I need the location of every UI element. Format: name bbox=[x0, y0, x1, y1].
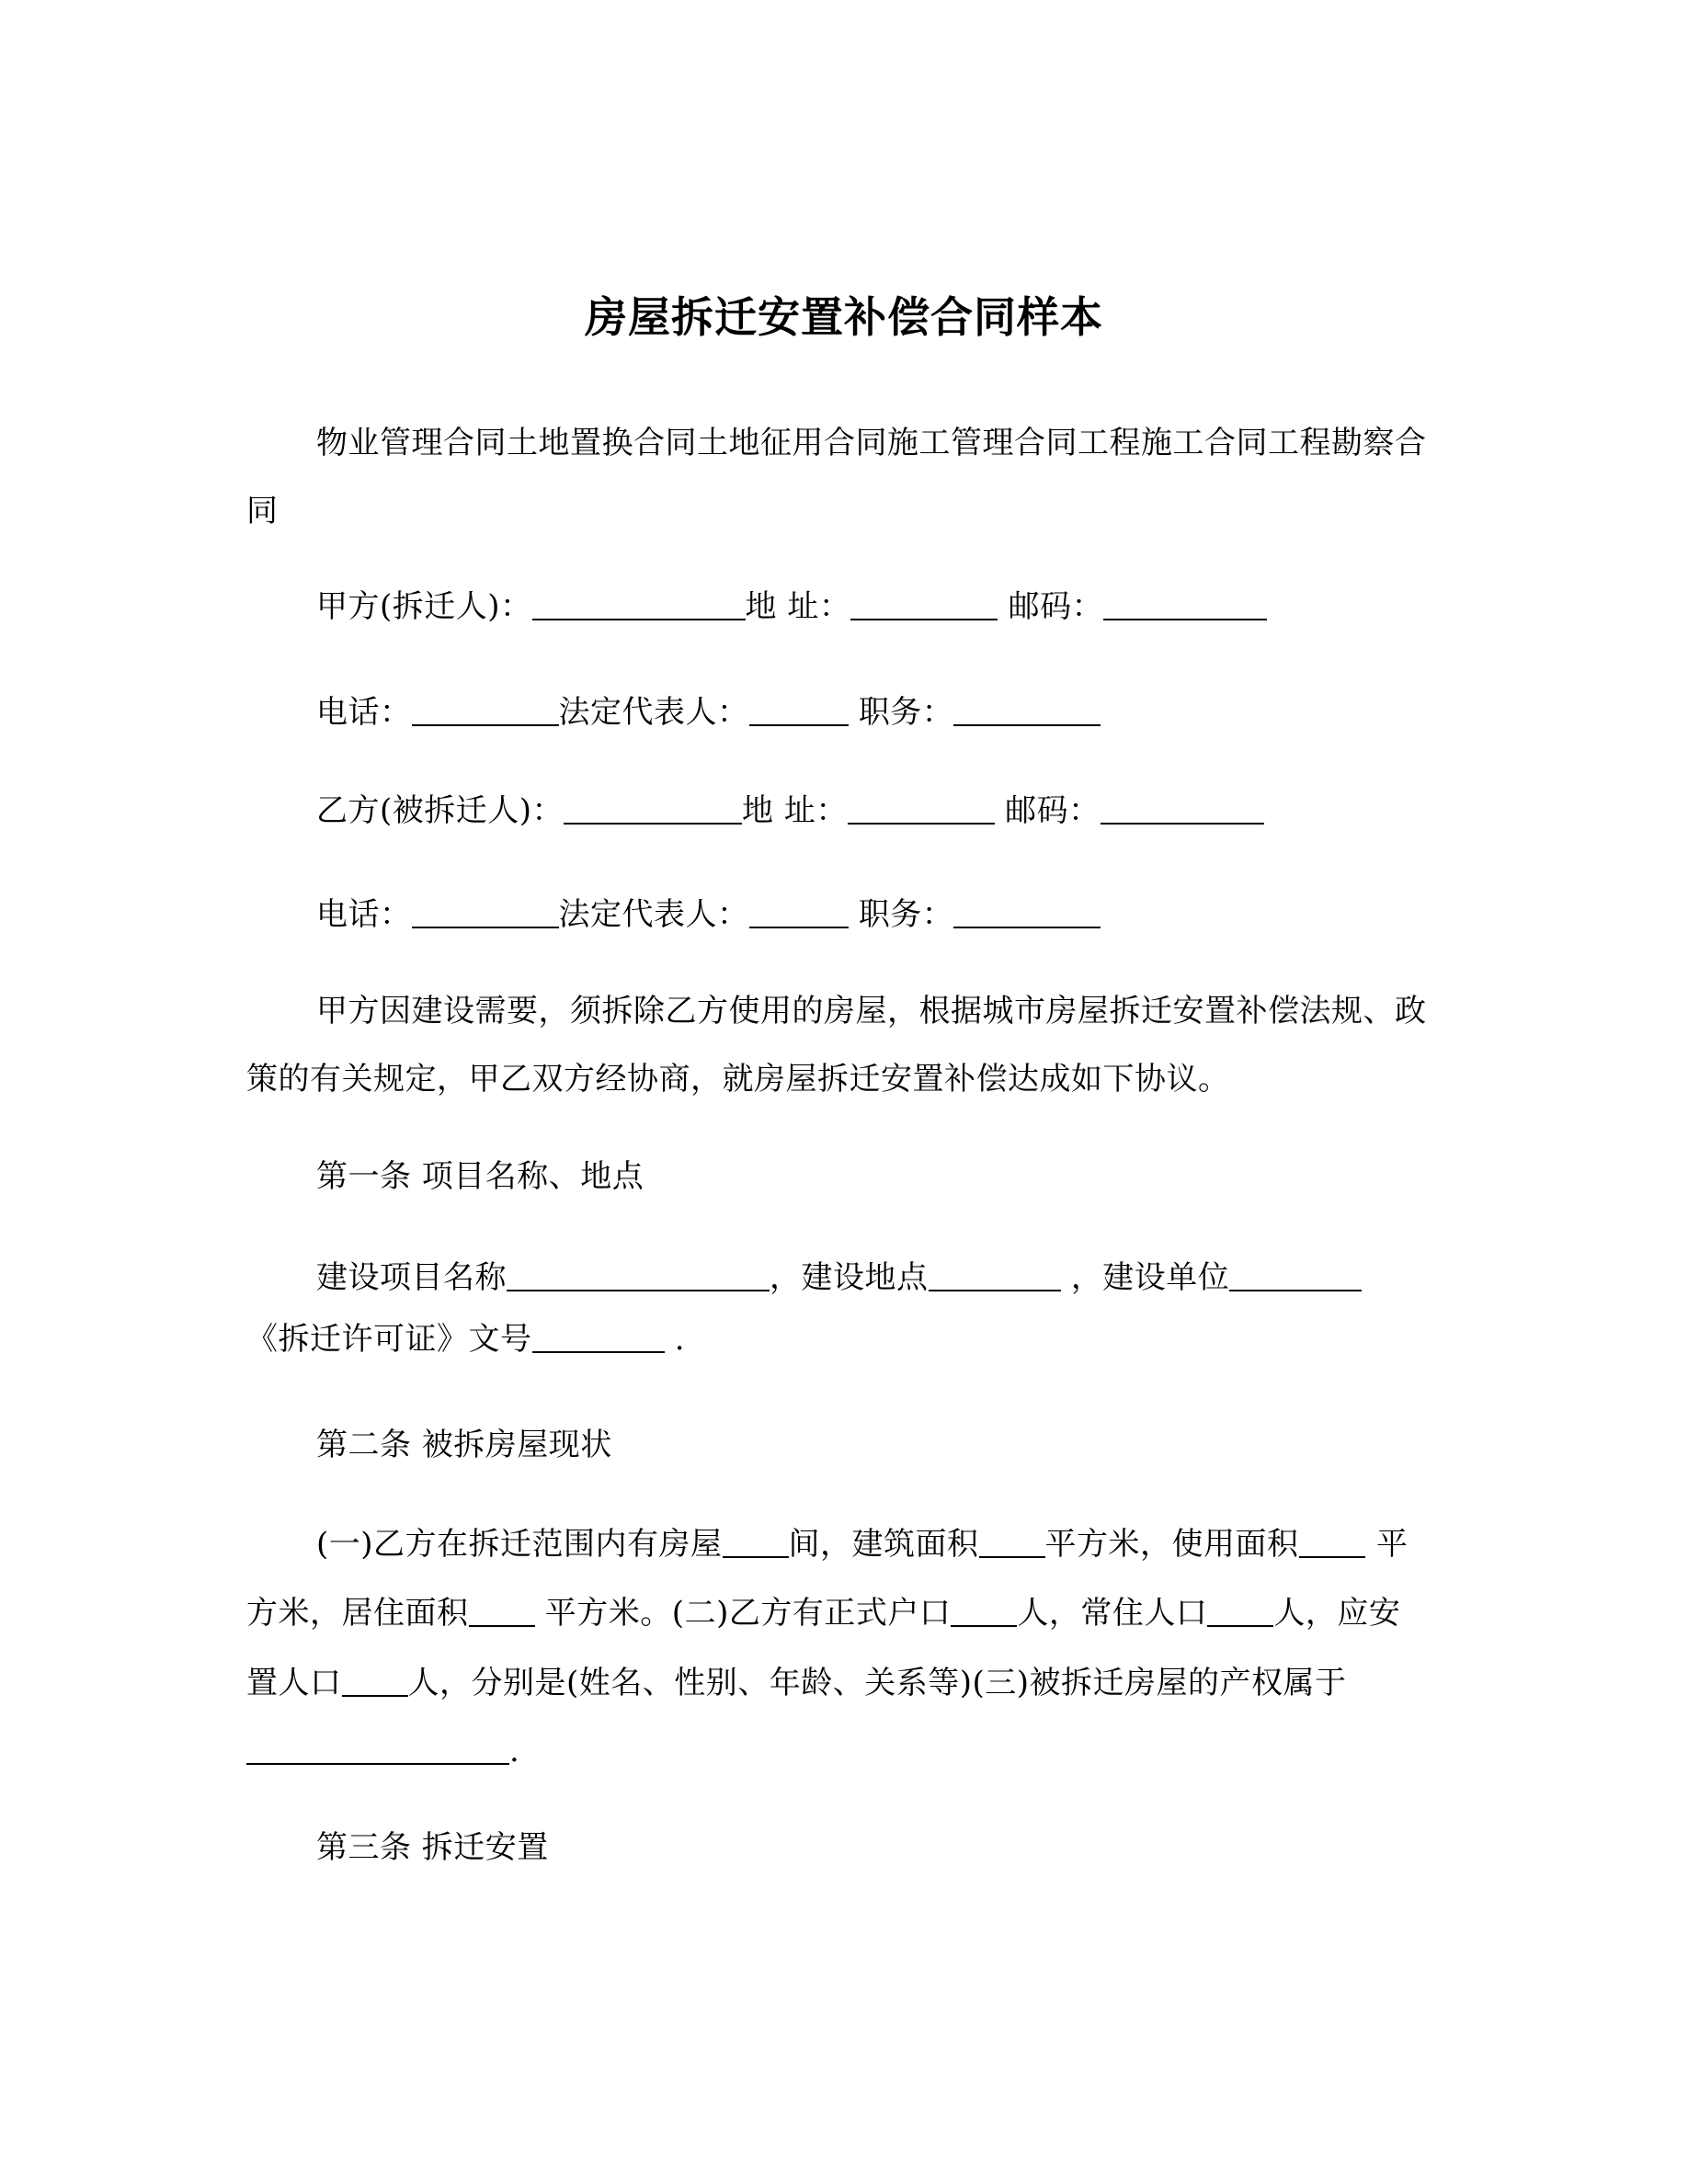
property-owner-blank bbox=[246, 1732, 509, 1765]
rooms-blank bbox=[723, 1525, 789, 1558]
party-b-address-blank bbox=[848, 791, 995, 825]
party-b-postcode-blank bbox=[1101, 791, 1264, 825]
party-a-postcode-blank bbox=[1103, 587, 1267, 620]
party-b-rep-label: 法定代表人： bbox=[558, 896, 749, 933]
document-title: 房屋拆迁安置补偿合同样本 bbox=[585, 292, 1103, 342]
project-site-label: ，建设地点 bbox=[770, 1259, 929, 1296]
party-b-address-label: 地 址： bbox=[742, 792, 848, 829]
party-b-phone-blank bbox=[412, 895, 559, 928]
article-2-text-1: (一)乙方在拆迁范围内有房屋 bbox=[316, 1526, 723, 1563]
party-a-line bbox=[316, 584, 1267, 630]
living-area-blank bbox=[469, 1594, 535, 1627]
related-contracts-links[interactable]: 物业管理合同土地置换合同土地征用合同施工管理合同工程施工合同工程勘察合同 bbox=[246, 425, 1427, 529]
party-a-label: 甲方(拆迁人)： bbox=[316, 588, 532, 625]
party-a-phone-blank bbox=[412, 693, 559, 726]
party-b-position-label: 职务： bbox=[858, 896, 954, 933]
registered-residents-blank bbox=[951, 1594, 1017, 1627]
article-2-line-1 bbox=[316, 1521, 1365, 1567]
article-2-text-6: 人，常住人口 bbox=[1017, 1595, 1208, 1632]
permit-label: 《拆迁许可证》文号 bbox=[246, 1321, 532, 1358]
party-a-position-label: 职务： bbox=[858, 694, 954, 731]
party-b-contact-line bbox=[316, 892, 1101, 938]
article-2-line-2: 方米，居住面积 平方米。(二)乙方有正式户口 人，常住人口 人，应安 bbox=[246, 1595, 1401, 1632]
party-b-postcode-label: 邮码： bbox=[1005, 792, 1101, 829]
permit-end: . bbox=[664, 1321, 686, 1358]
party-a-address-label: 地 址： bbox=[745, 588, 851, 625]
article-1-permit-line bbox=[246, 1316, 685, 1362]
party-a-address-blank bbox=[850, 587, 998, 620]
building-area-blank bbox=[979, 1525, 1045, 1558]
permit-number-blank bbox=[532, 1320, 665, 1353]
article-3-heading: 第三条 拆迁安置 bbox=[316, 1829, 549, 1866]
party-a-rep-label: 法定代表人： bbox=[558, 694, 749, 731]
article-2-line-1-end: 平 bbox=[1376, 1526, 1409, 1563]
usable-area-blank bbox=[1299, 1525, 1365, 1558]
article-2-text-9: . bbox=[509, 1733, 520, 1769]
party-a-position-blank bbox=[953, 693, 1101, 726]
project-name-blank bbox=[507, 1258, 770, 1291]
party-b-line bbox=[316, 788, 1264, 834]
party-a-rep-blank bbox=[749, 693, 849, 726]
project-name-label: 建设项目名称 bbox=[316, 1259, 507, 1296]
party-a-phone-label: 电话： bbox=[316, 694, 412, 731]
party-b-rep-blank bbox=[749, 895, 849, 928]
party-b-name-blank bbox=[564, 791, 742, 825]
article-2-text-3: 平方米，使用面积 bbox=[1044, 1526, 1299, 1563]
article-2-line-4 bbox=[246, 1728, 519, 1774]
permanent-residents-blank bbox=[1207, 1594, 1273, 1627]
article-2-line-3: 置人口 人，分别是(姓名、性别、年龄、关系等)(三)被拆迁房屋的产权属于 bbox=[246, 1665, 1347, 1701]
project-unit-label: ，建设单位 bbox=[1070, 1259, 1230, 1296]
article-1-heading: 第一条 项目名称、地点 bbox=[316, 1158, 644, 1195]
project-unit-blank bbox=[1229, 1258, 1362, 1291]
article-2-text-2: 间，建筑面积 bbox=[788, 1526, 979, 1563]
party-a-name-blank bbox=[532, 587, 746, 620]
article-2-heading: 第二条 被拆房屋现状 bbox=[316, 1427, 612, 1463]
resettle-residents-blank bbox=[342, 1664, 408, 1697]
article-1-project-line bbox=[316, 1255, 1362, 1301]
project-site-blank bbox=[929, 1258, 1061, 1291]
article-2-text-5: 平方米。(二)乙方有正式户口 bbox=[534, 1595, 952, 1632]
party-a-contact-line bbox=[316, 689, 1101, 735]
party-b-position-blank bbox=[953, 895, 1101, 928]
party-a-postcode-label: 邮码： bbox=[1008, 588, 1104, 625]
preamble-paragraph: 甲方因建设需要，须拆除乙方使用的房屋，根据城市房屋拆迁安置补偿法规、政策的有关规定，甲乙双方经协商，就房屋拆迁安置补偿达成如下协议。 bbox=[246, 993, 1427, 1098]
party-b-label: 乙方(被拆迁人)： bbox=[316, 792, 565, 829]
party-b-phone-label: 电话： bbox=[316, 896, 412, 933]
